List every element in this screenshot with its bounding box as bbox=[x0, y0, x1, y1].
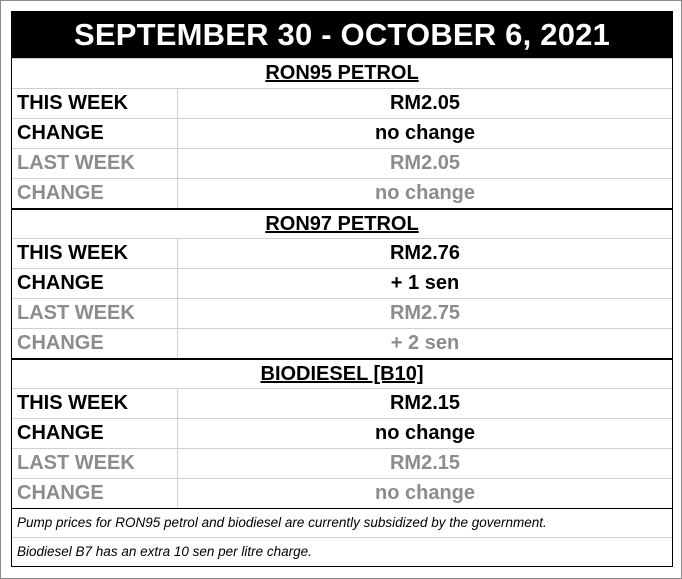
table-row bbox=[12, 88, 672, 118]
table-row bbox=[12, 178, 672, 208]
footnote-subsidy: Pump prices for RON95 petrol and biodiesel are currently subsidized by the government. bbox=[12, 508, 672, 537]
row-label: CHANGE bbox=[12, 479, 178, 508]
section-header-ron95 bbox=[12, 58, 672, 88]
row-value: no change bbox=[374, 422, 475, 444]
table-row bbox=[12, 298, 672, 328]
row-value: RM2.75 bbox=[389, 302, 461, 324]
table-title: SEPTEMBER 30 - OCTOBER 6, 2021 bbox=[12, 12, 672, 58]
table-row bbox=[12, 268, 672, 298]
footnote-biodiesel: Biodiesel B7 has an extra 10 sen per litre charge. bbox=[12, 537, 672, 566]
row-value: no change bbox=[374, 182, 475, 204]
row-value: RM2.05 bbox=[389, 92, 461, 114]
table-row bbox=[12, 388, 672, 418]
table-row bbox=[12, 118, 672, 148]
row-label: LAST WEEK bbox=[12, 149, 178, 178]
row-label: THIS WEEK bbox=[12, 239, 178, 268]
row-value: RM2.05 bbox=[389, 152, 461, 174]
row-value: RM2.15 bbox=[389, 452, 461, 474]
row-value: RM2.76 bbox=[389, 242, 461, 264]
row-label: CHANGE bbox=[12, 419, 178, 448]
row-label: CHANGE bbox=[12, 329, 178, 358]
row-label: LAST WEEK bbox=[12, 449, 178, 478]
row-label: CHANGE bbox=[12, 179, 178, 208]
row-value: + 2 sen bbox=[390, 332, 460, 354]
row-label: LAST WEEK bbox=[12, 299, 178, 328]
table-row bbox=[12, 328, 672, 358]
row-label: THIS WEEK bbox=[12, 389, 178, 418]
row-label: CHANGE bbox=[12, 119, 178, 148]
section-header-biodiesel bbox=[12, 358, 672, 388]
row-value: no change bbox=[374, 482, 475, 504]
row-value: no change bbox=[374, 122, 475, 144]
section-header-ron97 bbox=[12, 208, 672, 238]
row-label: CHANGE bbox=[12, 269, 178, 298]
row-value: RM2.15 bbox=[389, 392, 461, 414]
table-row bbox=[12, 148, 672, 178]
fuel-price-table bbox=[11, 11, 673, 567]
row-value: + 1 sen bbox=[390, 272, 460, 294]
table-row bbox=[12, 478, 672, 508]
table-row bbox=[12, 238, 672, 268]
section-title: RON95 PETROL bbox=[265, 62, 419, 84]
row-label: THIS WEEK bbox=[12, 89, 178, 118]
table-row bbox=[12, 418, 672, 448]
section-title: BIODIESEL [B10] bbox=[260, 363, 424, 385]
table-row bbox=[12, 448, 672, 478]
section-title: RON97 PETROL bbox=[265, 213, 419, 235]
